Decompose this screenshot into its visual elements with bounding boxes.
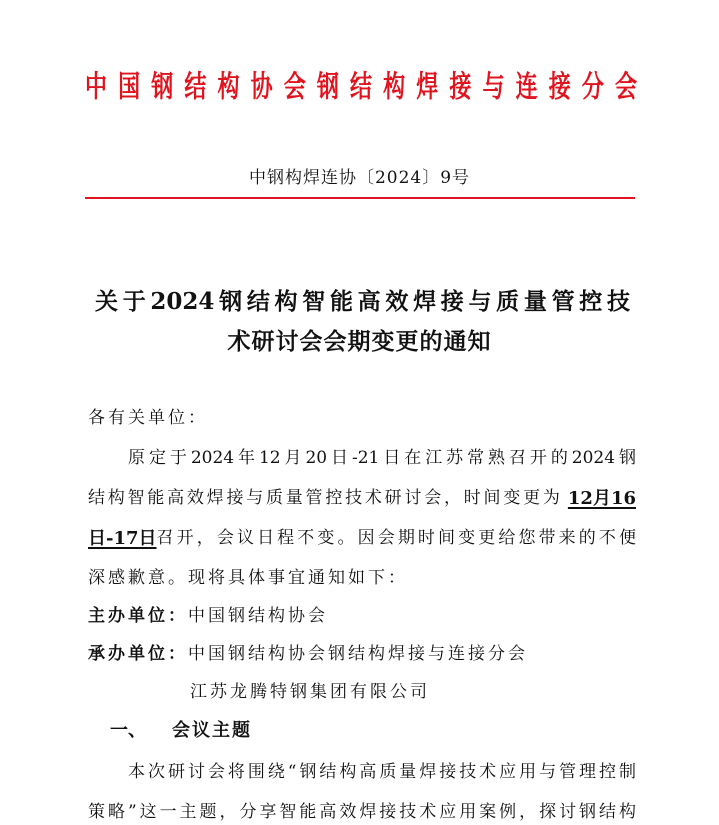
organizer-row: [88, 646, 528, 663]
host-row: [88, 608, 328, 625]
new-date-start: 12月16: [567, 488, 636, 509]
text: 结构智能高效焊接与质量管控技术研讨会，时间变更为: [88, 488, 560, 508]
paragraph-line: 原定于2024年12月20日-21日在江苏常熟召开的2024钢: [128, 448, 636, 468]
paragraph-line: 深感歉意。现将具体事宜通知如下：: [88, 568, 408, 588]
notice-title-line1: 关于2024钢结构智能高效焊接与质量管控技: [95, 288, 630, 315]
organizer-label: 承办单位：: [88, 644, 188, 664]
paragraph-line: [88, 530, 636, 548]
paragraph-line: 本次研讨会将围绕“钢结构高质量焊接技术应用与管理控制: [128, 762, 636, 782]
notice-title-line2: 术研讨会会期变更的通知: [227, 328, 492, 355]
host-value: 中国钢结构协会: [188, 606, 328, 626]
organizer-value: 中国钢结构协会钢结构焊接与连接分会: [188, 644, 528, 664]
section-number: 一、: [110, 720, 146, 741]
host-label: 主办单位：: [88, 606, 188, 626]
org-title: 中国钢结构协会钢结构焊接与连接分会: [85, 69, 637, 105]
red-divider: [85, 197, 635, 199]
section-heading: [110, 722, 252, 740]
organizer-value-2: 江苏龙腾特钢集团有限公司: [190, 682, 430, 702]
new-date-end: 日-17日: [88, 528, 157, 549]
doc-number: 中钢构焊连协〔2024〕9号: [248, 168, 471, 188]
text: 召开，会议日程不变。因会期时间变更给您带来的不便: [156, 528, 636, 548]
section-title: 会议主题: [172, 720, 252, 741]
salutation: 各有关单位：: [88, 408, 208, 428]
paragraph-line: [88, 490, 636, 508]
paragraph-line: 策略”这一主题，分享智能高效焊接技术应用案例，探讨钢结构: [88, 802, 636, 822]
